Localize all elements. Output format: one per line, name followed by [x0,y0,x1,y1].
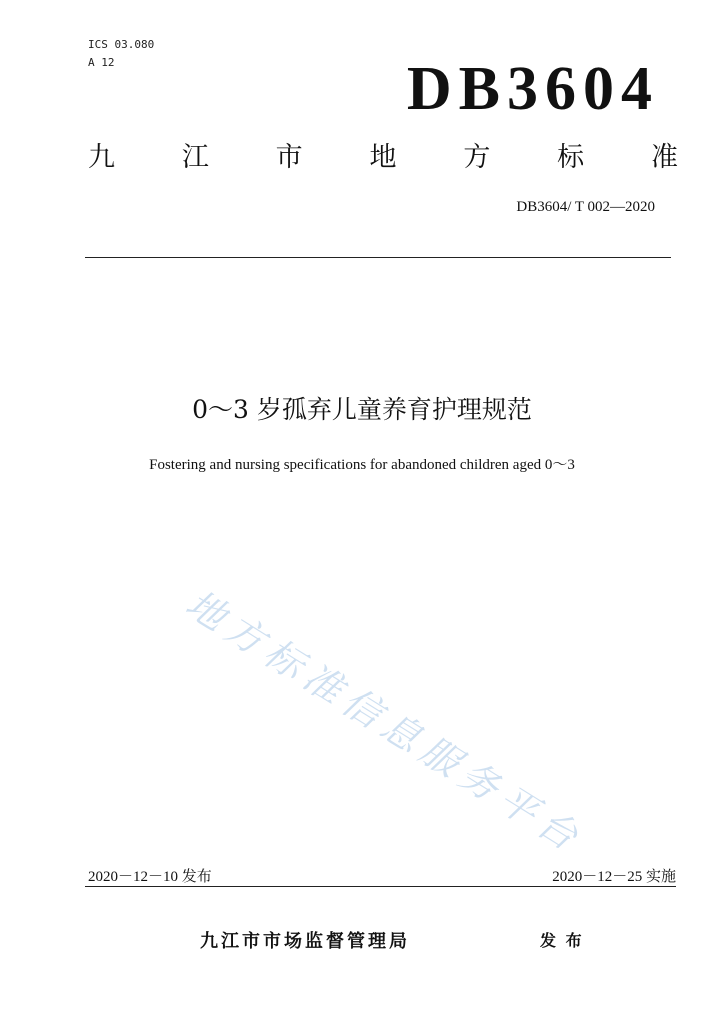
release-date: 2020－12－10 发布 [88,869,212,885]
document-subtitle-english: Fostering and nursing specifications for abandoned children aged 0～3 [149,457,575,473]
watermark: 地方标准信息服务平台 [178,581,592,863]
standard-type-heading: 九 江 市 地 方 标 准 [88,142,678,173]
implementation-date: 2020－12－25 实施 [552,869,676,885]
document-number: DB3604/ T 002—2020 [516,199,655,215]
bottom-divider [85,886,676,887]
ccs-code: A 12 [88,56,115,69]
ics-code: ICS 03.080 [88,38,155,51]
document-title: 0～3 岁孤弃儿童养育护理规范 [192,395,532,424]
issuing-authority: 九江市市场监督管理局 [200,931,410,952]
top-divider [85,257,671,258]
issue-label: 发 布 [540,931,584,950]
standard-code-heading: DB3604 [406,55,659,123]
